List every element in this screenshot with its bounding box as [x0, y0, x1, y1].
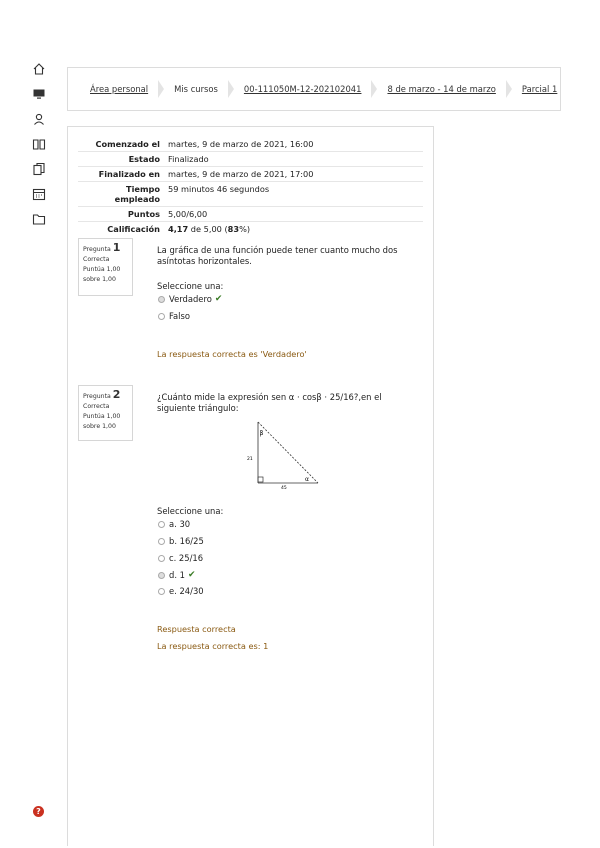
- option-label: e. 24/30: [169, 586, 204, 596]
- folder-icon[interactable]: [32, 212, 46, 226]
- question-num: 1: [112, 241, 121, 254]
- radio-button[interactable]: [158, 313, 165, 320]
- angle-beta-label: β: [259, 430, 264, 437]
- radio-button-selected[interactable]: [158, 572, 165, 579]
- breadcrumb-separator: [506, 80, 512, 98]
- summary-label: Tiempo empleado: [78, 182, 164, 207]
- question-status: Correcta: [83, 403, 110, 410]
- check-icon: ✔: [187, 570, 196, 580]
- summary-label: Finalizado en: [78, 167, 164, 182]
- question-score: Puntúa 1,00 sobre 1,00: [83, 413, 121, 430]
- radio-button-selected[interactable]: [158, 296, 165, 303]
- calendar-icon[interactable]: [32, 187, 46, 201]
- triangle-figure: [244, 418, 324, 490]
- grade-percent: 83: [227, 224, 240, 234]
- question-2-info: [78, 385, 133, 441]
- breadcrumb: [90, 68, 557, 110]
- q2-option-a[interactable]: [158, 519, 190, 529]
- question-num: 2: [112, 388, 121, 401]
- breadcrumb-bar: [67, 67, 561, 111]
- question-1-text: La gráfica de una función puede tener cuanto mucho dos asíntotas horizontales.: [157, 245, 398, 266]
- option-label: d. 1: [169, 570, 185, 580]
- triangle-hypotenuse: [258, 422, 318, 483]
- breadcrumb-mis-cursos: Mis cursos: [174, 84, 218, 94]
- check-icon: ✔: [214, 294, 223, 304]
- breadcrumb-quiz[interactable]: Parcial 1: [521, 84, 558, 94]
- option-label: Falso: [169, 311, 190, 321]
- radio-button[interactable]: [158, 588, 165, 595]
- copy-icon[interactable]: [32, 162, 46, 176]
- q1-feedback: La respuesta correcta es 'Verdadero': [157, 349, 307, 359]
- breadcrumb-separator: [158, 80, 164, 98]
- q2-option-d[interactable]: [158, 570, 196, 580]
- summary-row: [78, 152, 423, 167]
- summary-row: [78, 222, 423, 237]
- summary-value: [164, 222, 423, 237]
- question-label: Pregunta: [83, 393, 111, 400]
- summary-label: Estado: [78, 152, 164, 167]
- summary-row: [78, 137, 423, 152]
- option-label: b. 16/25: [169, 536, 204, 546]
- question-status: Correcta: [83, 256, 110, 263]
- summary-value: martes, 9 de marzo de 2021, 17:00: [164, 167, 423, 182]
- summary-row: [78, 167, 423, 182]
- attempt-summary-table: [78, 137, 423, 236]
- summary-label: Calificación: [78, 222, 164, 237]
- monitor-icon[interactable]: [32, 87, 46, 101]
- breadcrumb-week[interactable]: 8 de marzo - 14 de marzo: [387, 84, 496, 94]
- question-1-info: [78, 238, 133, 296]
- angle-alpha-label: α: [305, 476, 309, 483]
- q1-option-false[interactable]: [158, 311, 190, 321]
- right-angle-marker: [258, 477, 263, 482]
- grade-close: %): [239, 224, 251, 234]
- q1-option-true[interactable]: [158, 294, 222, 304]
- radio-button[interactable]: [158, 538, 165, 545]
- radio-button[interactable]: [158, 521, 165, 528]
- summary-value: 5,00/6,00: [164, 207, 423, 222]
- summary-value: Finalizado: [164, 152, 423, 167]
- radio-button[interactable]: [158, 555, 165, 562]
- help-button[interactable]: ?: [33, 806, 44, 817]
- q2-feedback-status: Respuesta correcta: [157, 624, 236, 634]
- question-2-text: ¿Cuánto mide la expresión sen α · cosβ · 25/16?,en el siguiente triángulo:: [157, 392, 382, 413]
- side-left-label: 21: [247, 457, 253, 462]
- breadcrumb-separator: [228, 80, 234, 98]
- grade-value: 4,17: [168, 224, 189, 234]
- question-label: Pregunta: [83, 246, 111, 253]
- users-icon[interactable]: [32, 112, 46, 126]
- summary-value: 59 minutos 46 segundos: [164, 182, 423, 207]
- left-nav: [28, 62, 50, 237]
- q2-feedback-answer: La respuesta correcta es: 1: [157, 641, 269, 651]
- breadcrumb-separator: [371, 80, 377, 98]
- choose-one-label: Seleccione una:: [157, 281, 224, 291]
- breadcrumb-area-personal[interactable]: Área personal: [90, 84, 149, 94]
- option-label: c. 25/16: [169, 553, 204, 563]
- question-score: Puntúa 1,00 sobre 1,00: [83, 266, 121, 283]
- side-bottom-label: 45: [281, 486, 287, 490]
- summary-label: Puntos: [78, 207, 164, 222]
- q2-option-e[interactable]: [158, 586, 204, 596]
- summary-row: [78, 207, 423, 222]
- q2-option-b[interactable]: [158, 536, 204, 546]
- summary-value: martes, 9 de marzo de 2021, 16:00: [168, 139, 314, 149]
- option-label: a. 30: [169, 519, 191, 529]
- breadcrumb-course[interactable]: 00-111050M-12-202102041: [243, 84, 362, 94]
- choose-one-label: Seleccione una:: [157, 506, 224, 516]
- summary-label: Comenzado el: [95, 139, 160, 149]
- grade-max: de 5,00 (: [188, 224, 228, 234]
- q2-option-c[interactable]: [158, 553, 203, 563]
- option-label: Verdadero: [169, 294, 212, 304]
- summary-row: [78, 182, 423, 207]
- home-icon[interactable]: [32, 62, 46, 76]
- book-icon[interactable]: [32, 137, 46, 151]
- question-number: [83, 390, 128, 402]
- question-number: [83, 243, 128, 255]
